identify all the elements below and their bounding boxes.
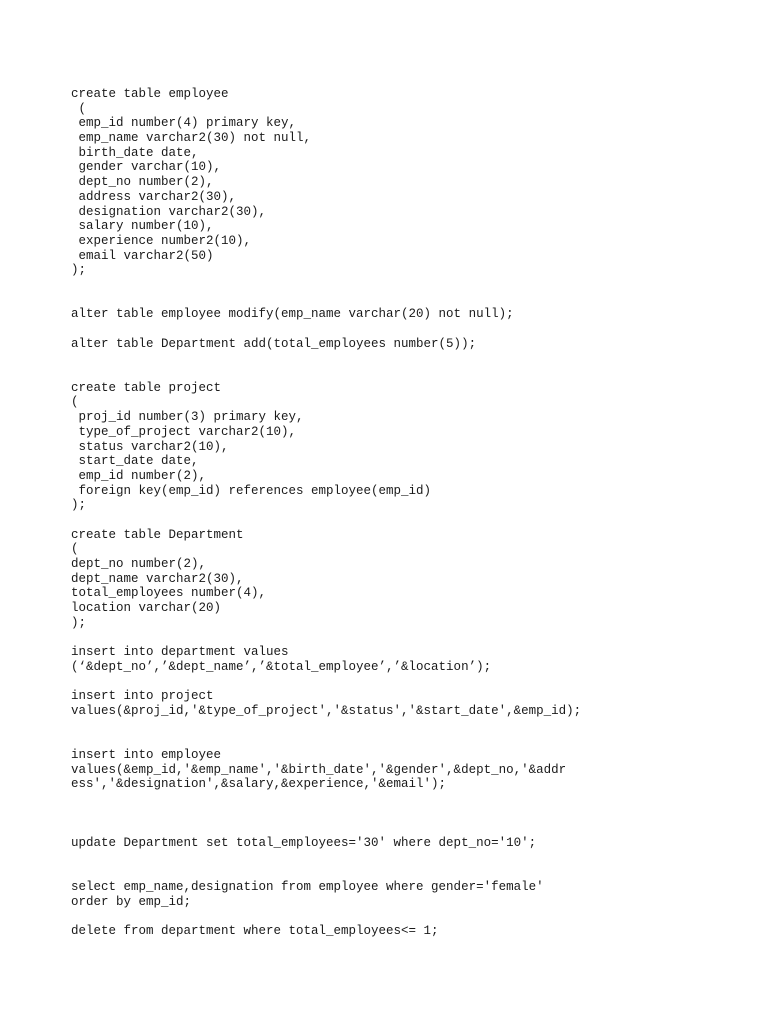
code-line: birth_date date,	[71, 145, 199, 160]
code-line: emp_id number(4) primary key,	[71, 116, 297, 131]
code-line	[71, 851, 581, 866]
code-line: (	[71, 395, 79, 410]
code-line	[71, 821, 581, 836]
code-line: insert into employee	[71, 747, 222, 762]
code-line: alter table Department add(total_employees number(5));	[71, 336, 477, 351]
code-line	[71, 675, 581, 690]
code-line: gender varchar(10),	[71, 160, 222, 175]
code-line: email varchar2(50)	[71, 248, 214, 263]
code-line: create table project	[71, 380, 222, 395]
code-line	[71, 293, 581, 308]
code-line	[71, 366, 581, 381]
code-line: experience number2(10),	[71, 233, 252, 248]
code-line	[71, 733, 581, 748]
sql-code-block	[71, 87, 581, 939]
code-line: );	[71, 263, 87, 278]
code-line: insert into department values	[71, 645, 289, 660]
code-line: proj_id number(3) primary key,	[71, 410, 304, 425]
code-line	[71, 865, 581, 880]
code-line: dept_name varchar2(30),	[71, 571, 244, 586]
code-line: select emp_name,designation from employee where gender='female'	[71, 880, 544, 895]
code-line: type_of_project varchar2(10),	[71, 424, 297, 439]
code-line: location varchar(20)	[71, 601, 222, 616]
code-line: alter table employee modify(emp_name varchar(20) not null);	[71, 307, 514, 322]
code-line: (	[71, 101, 87, 116]
code-line: address varchar2(30),	[71, 189, 237, 204]
code-line: dept_no number(2),	[71, 557, 207, 571]
code-line	[71, 719, 581, 734]
code-line: emp_id number(2),	[71, 468, 207, 483]
code-line: create table Department	[71, 527, 244, 542]
code-line: insert into project	[71, 689, 214, 704]
code-line: update Department set total_employees='30' where dept_no='10';	[71, 836, 537, 851]
code-line: emp_name varchar2(30) not null,	[71, 131, 312, 146]
code-line: total_employees number(4),	[71, 586, 267, 601]
code-line: );	[71, 615, 87, 630]
code-line: order by emp_id;	[71, 894, 192, 909]
code-line: );	[71, 498, 87, 513]
code-line: dept_no number(2),	[71, 175, 214, 190]
code-line: start_date date,	[71, 454, 199, 469]
code-line: (	[71, 542, 79, 557]
code-line	[71, 792, 581, 807]
code-line: ess','&designation',&salary,&experience,'&email');	[71, 777, 447, 792]
code-line	[71, 630, 581, 645]
code-line	[71, 807, 581, 822]
code-line: status varchar2(10),	[71, 439, 229, 454]
code-line: values(&emp_id,'&emp_name','&birth_date','&gender',&dept_no,'&addr	[71, 762, 567, 777]
code-line	[71, 351, 581, 366]
code-line: delete from department where total_employees<= 1;	[71, 924, 439, 939]
code-line: salary number(10),	[71, 219, 214, 234]
code-line: create table employee	[71, 87, 229, 101]
code-line: values(&proj_id,'&type_of_project','&status','&start_date',&emp_id);	[71, 703, 582, 718]
code-line: (‘&dept_no’,’&dept_name’,’&total_employee’,’&location’);	[71, 659, 492, 674]
code-line	[71, 513, 581, 528]
code-line	[71, 910, 581, 925]
code-line: foreign key(emp_id) references employee(emp_id)	[71, 483, 432, 498]
code-line	[71, 278, 581, 293]
code-line	[71, 322, 581, 337]
code-line: designation varchar2(30),	[71, 204, 267, 219]
